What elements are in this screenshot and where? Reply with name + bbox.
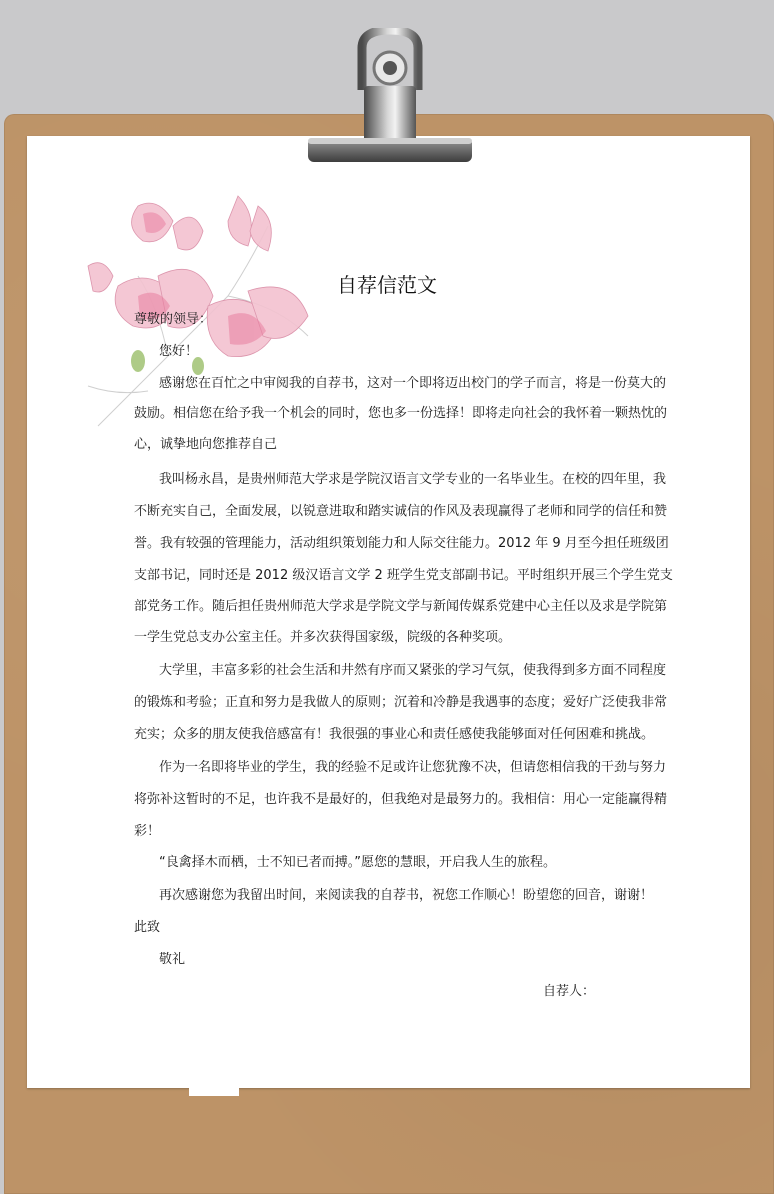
paragraph-line: 部党务工作。随后担任贵州师范大学求是学院文学与新闻传媒系党建中心主任以及求是学院第 — [134, 599, 668, 614]
paragraph-line: 支部书记，同时还是 2012 级汉语言文学 2 班学生党支部副书记。平时组织开展三个学生党支 — [134, 568, 673, 583]
paragraph-line: 感谢您在百忙之中审阅我的自荐书，这对一个即将迈出校门的学子而言，将是一份莫大的 — [159, 376, 667, 391]
paragraph-line: 作为一名即将毕业的学生，我的经验不足或许让您犹豫不决，但请您相信我的干劲与努力 — [159, 760, 667, 775]
paragraph-line: 不断充实自己，全面发展，以锐意进取和踏实诚信的作风及表现赢得了老师和同学的信任和赞 — [134, 504, 668, 519]
paragraph-line: 誉。我有较强的管理能力，活动组织策划能力和人际交往能力。2012 年 9 月至今担任班级团 — [134, 536, 669, 551]
paragraph-line: 充实；众多的朋友使我倍感富有！我很强的事业心和责任感使我能够面对任何困难和挑战。 — [134, 727, 655, 742]
paragraph-line: 我叫杨永昌，是贵州师范大学求是学院汉语言文学专业的一名毕业生。在校的四年里，我 — [159, 472, 667, 487]
paragraph-line: 心，诚挚地向您推荐自己 — [134, 437, 278, 452]
closing-regards: 敬礼 — [159, 952, 186, 967]
binder-clip-icon — [300, 28, 480, 178]
paragraph-line: 大学里，丰富多彩的社会生活和井然有序而又紧张的学习气氛，使我得到多方面不同程度 — [159, 663, 667, 678]
paragraph-line: 再次感谢您为我留出时间，来阅读我的自荐书，祝您工作顺心！盼望您的回音，谢谢！ — [159, 888, 654, 903]
salutation: 尊敬的领导： — [134, 312, 213, 327]
page-title: 自荐信范文 — [337, 273, 437, 297]
paragraph-line: 将弥补这暂时的不足，也许我不是最好的，但我绝对是最努力的。我相信：用心一定能赢得精 — [134, 792, 668, 807]
signature-label: 自荐人： — [543, 984, 596, 999]
paragraph-line: 鼓励。相信您在给予我一个机会的同时，您也多一份选择！即将走向社会的我怀着一颗热忱的 — [134, 406, 668, 421]
greeting: 您好！ — [159, 344, 199, 359]
paragraph-line: 一学生党总支办公室主任。并多次获得国家级，院级的各种奖项。 — [134, 630, 512, 645]
closing-line: 此致 — [134, 920, 161, 935]
paper-edge — [189, 1056, 239, 1096]
paragraph-line: 彩！ — [134, 824, 161, 839]
paragraph-line: 的锻炼和考验；正直和努力是我做人的原则；沉着和冷静是我遇事的态度；爱好广泛使我非常 — [134, 695, 668, 710]
paragraph-line: “良禽择木而栖，士不知已者而搏。”愿您的慧眼，开启我人生的旅程。 — [159, 855, 556, 870]
